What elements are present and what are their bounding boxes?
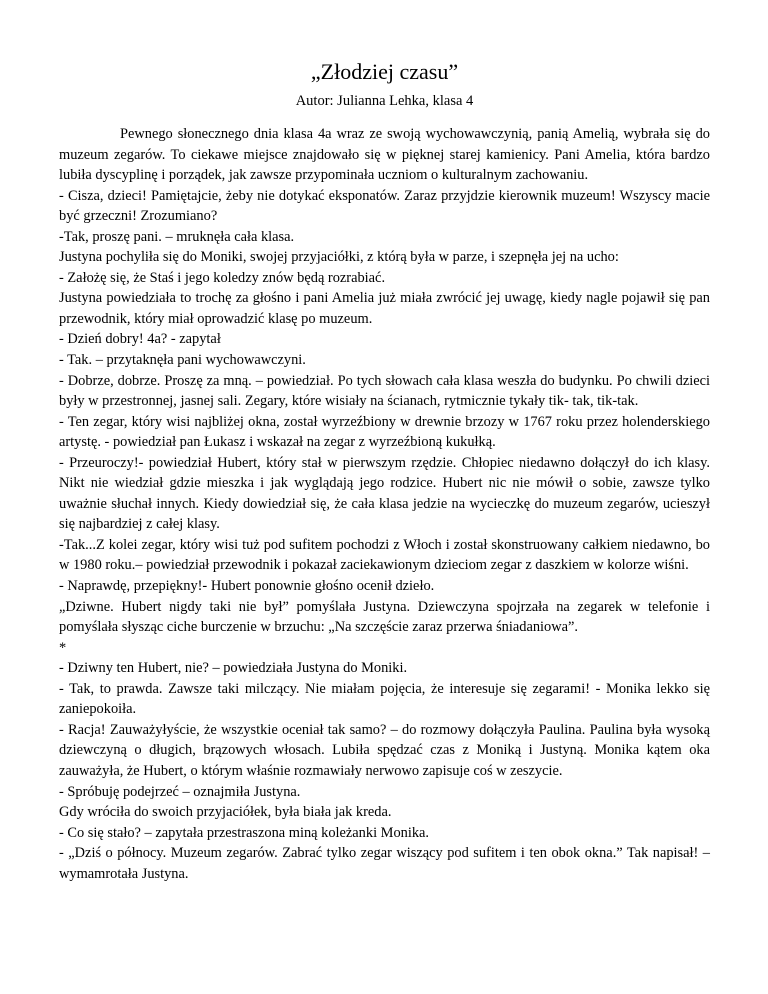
paragraph: - „Dziś o północy. Muzeum zegarów. Zabrać tylko zegar wiszący pod sufitem i ten obok okna.” Tak napisał! – wymamrotała Justyna.: [59, 845, 710, 882]
paragraph: - Naprawdę, przepiękny!- Hubert ponownie głośno ocenił dzieło.: [59, 578, 435, 595]
paragraph: „Dziwne. Hubert nigdy taki nie był” pomyślała Justyna. Dziewczyna spojrzała na zegarek w telefonie i pomyślała słysząc ciche burczenie w brzuchu: „Na szczęście zaraz przerwa śniadaniowa”.: [59, 598, 710, 636]
paragraph: - Założę się, że Staś i jego koledzy znów będą rozrabiać.: [59, 269, 386, 286]
paragraph: - Cisza, dzieci! Pamiętajcie, żeby nie dotykać eksponatów. Zaraz przyjdzie kierownik muzeum! Wszyscy macie być grzeczni! Zrozumiano?: [59, 187, 710, 225]
paragraph: - Tak, to prawda. Zawsze taki milczący. Nie miałam pojęcia, że interesuje się zegarami! - Monika lekko się zaniepokoiła.: [59, 680, 710, 718]
paragraph: - Dzień dobry! 4a? - zapytał: [59, 331, 221, 348]
document-author: Autor: Julianna Lehka, klasa 4: [295, 93, 474, 109]
paragraph: Pewnego słonecznego dnia klasa 4a wraz ze swoją wychowawczynią, panią Amelią, wybrała się do muzeum zegarów. To ciekawe miejsce znajdowało się w pięknej starej kamienicy. Pani Amelia, która bardzo lubiła dyscyplinę i porządek, jak zawsze przypominała uczniom o kulturalnym zachowaniu.: [59, 126, 710, 184]
paragraph: Justyna pochyliła się do Moniki, swojej przyjaciółki, z którą była w parze, i szepnęła jej na ucho:: [59, 249, 619, 266]
paragraph: - Dobrze, dobrze. Proszę za mną. – powiedział. Po tych słowach cała klasa weszła do budynku. Po chwili dzieci były w przestronnej, jasnej sali. Zegary, które wisiały na ścianach, rytmicznie tykały tik- tak, tik-tak.: [59, 372, 710, 410]
document-body: [59, 124, 710, 884]
paragraph: Gdy wróciła do swoich przyjaciółek, była biała jak kreda.: [59, 804, 392, 821]
paragraph: - Co się stało? – zapytała przestraszona miną koleżanki Monika.: [59, 824, 430, 841]
paragraph: -Tak...Z kolei zegar, który wisi tuż pod sufitem pochodzi z Włoch i został skonstruowany całkiem niedawno, bo w 1980 roku.– powiedział przewodnik i pokazał zaciekawionym dzieciom zegar z daszkiem w kolorze wiśni.: [59, 536, 710, 574]
section-break: *: [59, 639, 67, 656]
document-page: [59, 58, 710, 884]
paragraph: Justyna powiedziała to trochę za głośno i pani Amelia już miała zwrócić jej uwagę, kiedy nagle pojawił się pan przewodnik, który miał oprowadzić klasę po muzeum.: [59, 290, 710, 327]
paragraph: -Tak, proszę pani. – mruknęła cała klasa.: [59, 228, 295, 245]
paragraph: - Racja! Zauważyłyście, że wszystkie oceniał tak samo? – do rozmowy dołączyła Paulina. Paulina była wysoką dziewczyną o długich, brązowych włosach. Lubiła spędzać czas z Moniką i Justyną. Monika kątem oka zauważyła, że Hubert, o którym właśnie rozmawiały nerwowo zapisuje coś w zeszycie.: [59, 721, 710, 779]
paragraph: - Przeuroczy!- powiedział Hubert, który stał w pierwszym rzędzie. Chłopiec niedawno dołączył do ich klasy. Nikt nie wiedział gdzie mieszka i jak wyglądają jego rodzice. Hubert nic nie mówił o sobie, zawsze tylko uważnie słuchał innych. Kiedy dowiedział się, że cała klasa jedzie na wycieczkę do muzeum zegarów, ucieszył się najbardziej z całej klasy.: [59, 454, 710, 533]
paragraph: - Tak. – przytaknęła pani wychowawczyni.: [59, 352, 306, 369]
paragraph: - Spróbuję podejrzeć – oznajmiła Justyna.: [59, 783, 301, 800]
paragraph: - Dziwny ten Hubert, nie? – powiedziała Justyna do Moniki.: [59, 660, 408, 677]
document-title: „Złodziej czasu”: [310, 59, 459, 84]
paragraph: - Ten zegar, który wisi najbliżej okna, został wyrzeźbiony w drewnie brzozy w 1767 roku przez holenderskiego artystę. - powiedział pan Łukasz i wskazał na zegar z wyrzeźbioną kukułką.: [59, 413, 710, 451]
